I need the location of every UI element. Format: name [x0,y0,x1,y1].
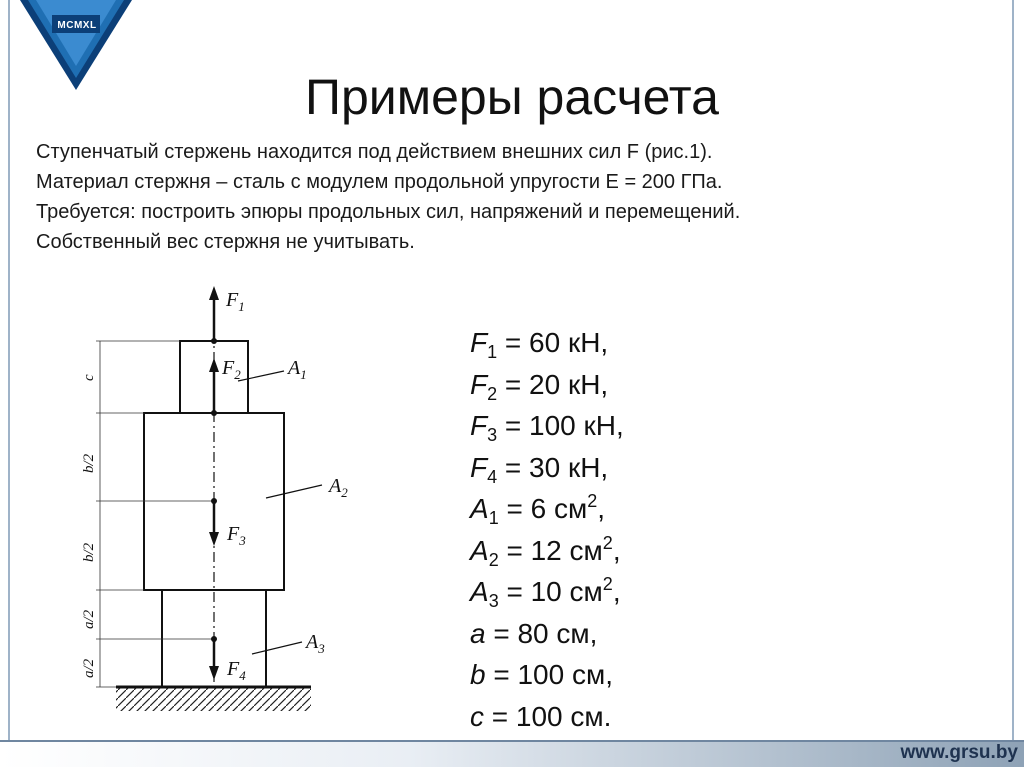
problem-statement [36,137,996,257]
statement-line: Ступенчатый стержень находится под действием внешних сил F (рис.1). [36,141,713,163]
rod-diagram [70,282,370,722]
ground-support [116,687,311,711]
dim-label-c: c [81,374,97,381]
slide-title: Примеры расчета [305,69,719,125]
force-label-f4: $F_4$ [227,658,246,683]
force-label-f1: $F_1$ [226,289,245,314]
value-row: $F_4 = 30$ кН, [470,451,609,487]
value-row: $A_2 = 12$ $см^2$, [470,532,621,570]
force-label-f3: $F_3$ [227,523,246,548]
value-row: c = 100 см. [470,700,612,732]
area-label-a2: $A_2$ [329,475,348,500]
dim-label-b2-lower: b/2 [81,542,97,562]
area-label-a1: $A_1$ [288,357,307,382]
value-row: a = 80 см, [470,617,598,649]
value-row: $A_1 = 6$ $см^2$, [470,491,606,528]
value-row: $F_1 = 60$ кН, [470,327,609,362]
value-row: b = 100 см, [470,659,614,690]
area-label-a3: $A_3$ [306,631,325,656]
dim-label-b2-upper: b/2 [81,453,97,473]
statement-line: Собственный вес стержня не учитывать. [36,231,415,253]
value-row: $F_2 = 20$ кН, [470,368,609,404]
given-values [470,322,624,737]
value-row: $F_3 = 100$ кН, [470,410,624,445]
footer-line [0,740,1024,742]
logo-text: MCMXL [57,20,97,31]
value-row: $A_3 = 10$ $см^2$, [470,574,621,611]
dim-label-a2-upper: a/2 [81,609,97,629]
footer-bar [0,740,1024,767]
dim-label-a2-lower: a/2 [81,658,97,678]
dimension-lines [96,341,214,687]
statement-line: Материал стержня – сталь с модулем продольной упругости E = 200 ГПа. [36,171,723,193]
statement-line: Требуется: построить эпюры продольных сил, напряжений и перемещений. [36,201,741,223]
site-url[interactable]: www.grsu.by [900,742,1018,763]
force-label-f2: $F_2$ [222,357,241,382]
